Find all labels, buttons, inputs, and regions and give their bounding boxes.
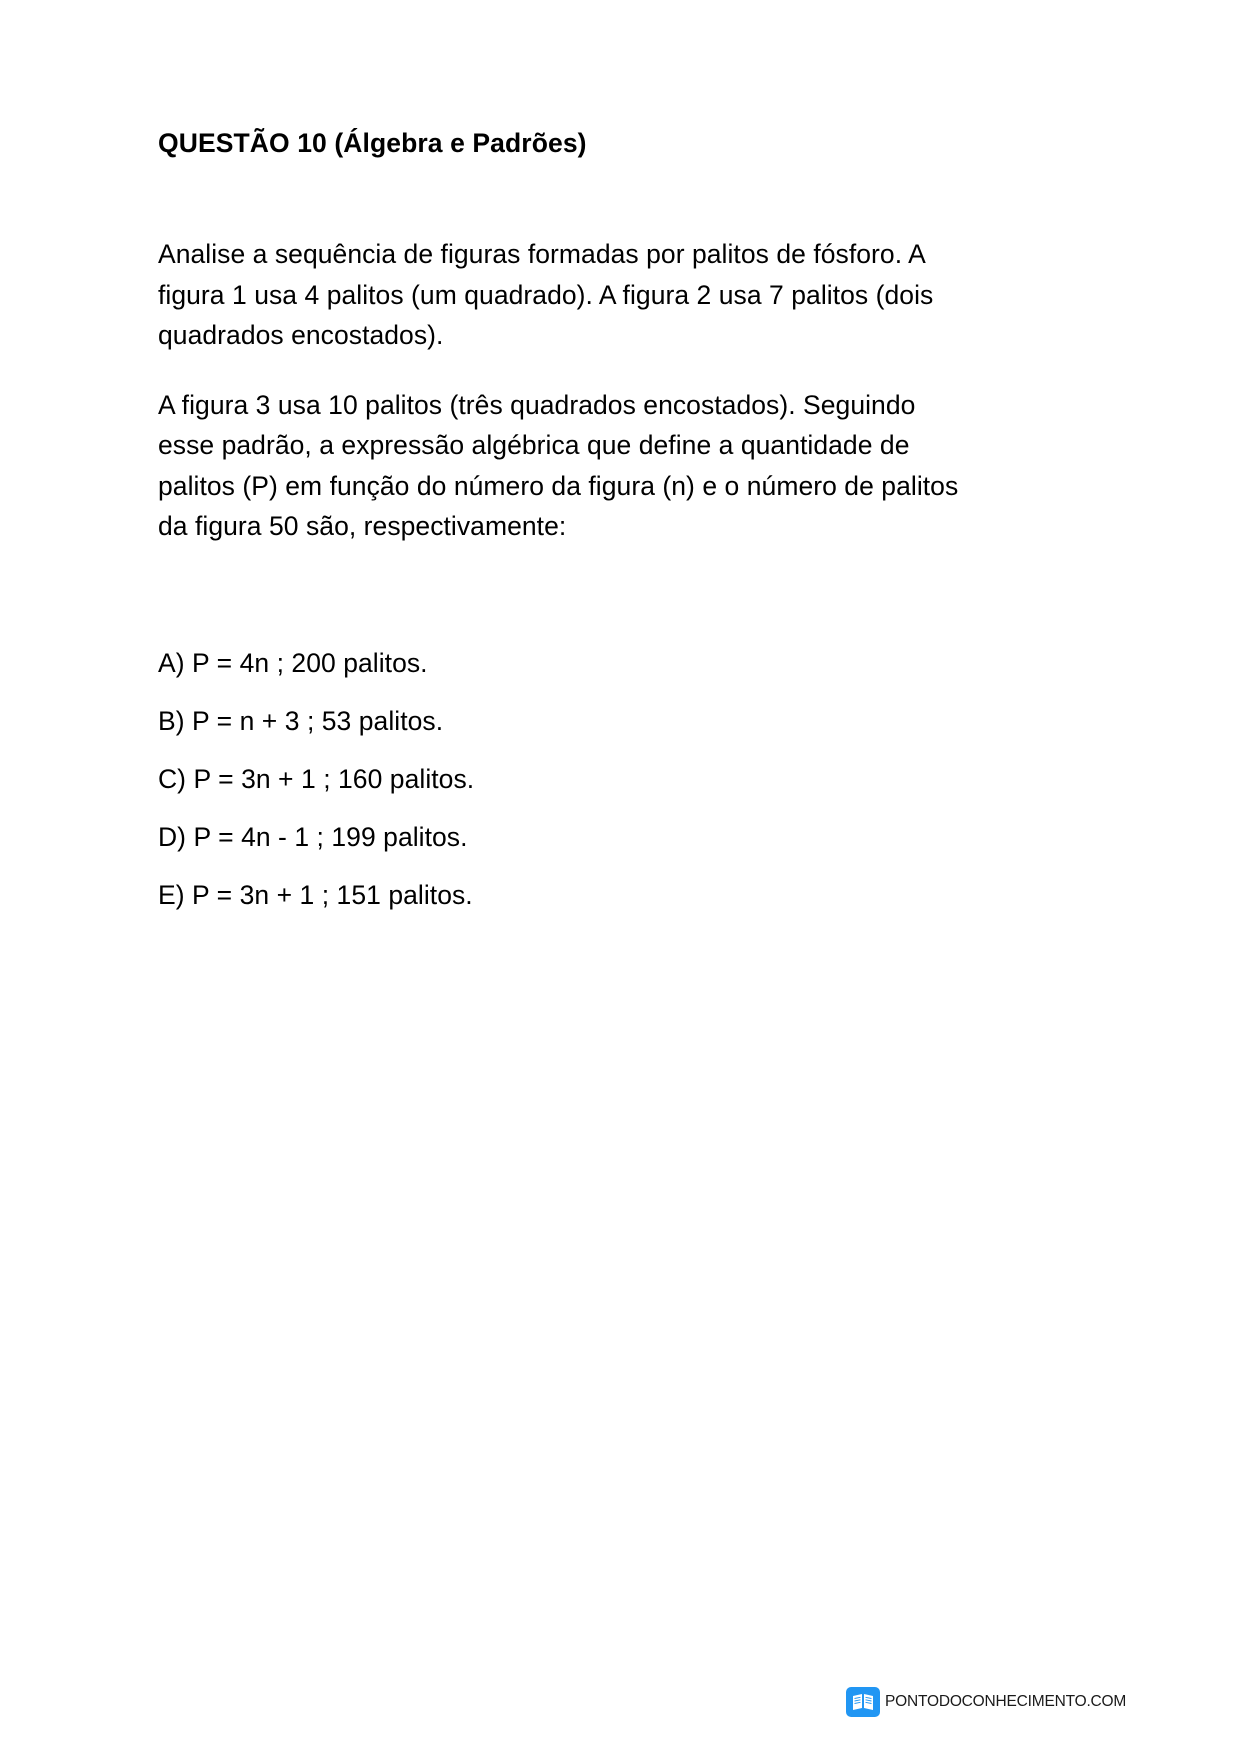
answer-options-list (158, 643, 1108, 915)
answer-option-a[interactable]: A) P = 4n ; 200 palitos. (158, 647, 428, 678)
answer-option-b[interactable]: B) P = n + 3 ; 53 palitos. (158, 705, 444, 736)
book-badge-icon (846, 1687, 880, 1717)
statement-paragraph-2: A figura 3 usa 10 palitos (três quadrados encostados). Seguindo esse padrão, a expressão algébrica que define a quantidade de palitos (P) em função do número da figura (n) e o número de palitos da figura 50 são, respectivamente: (158, 389, 959, 542)
question-statement (158, 234, 1108, 547)
footer-brand-text: PONTODOCONHECIMENTO.COM (885, 1693, 1127, 1710)
footer-watermark[interactable] (846, 1687, 1126, 1717)
answer-option-d[interactable]: D) P = 4n - 1 ; 199 palitos. (158, 821, 468, 852)
answer-option-e[interactable]: E) P = 3n + 1 ; 151 palitos. (158, 879, 473, 910)
answer-option-c[interactable]: C) P = 3n + 1 ; 160 palitos. (158, 763, 475, 794)
page-title: QUESTÃO 10 (Álgebra e Padrões) (158, 128, 587, 158)
question-content (158, 126, 1108, 915)
statement-paragraph-1: Analise a sequência de figuras formadas por palitos de fósforo. A figura 1 usa 4 palitos (um quadrado). A figura 2 usa 7 palitos (dois quadrados encostados). (158, 239, 934, 351)
